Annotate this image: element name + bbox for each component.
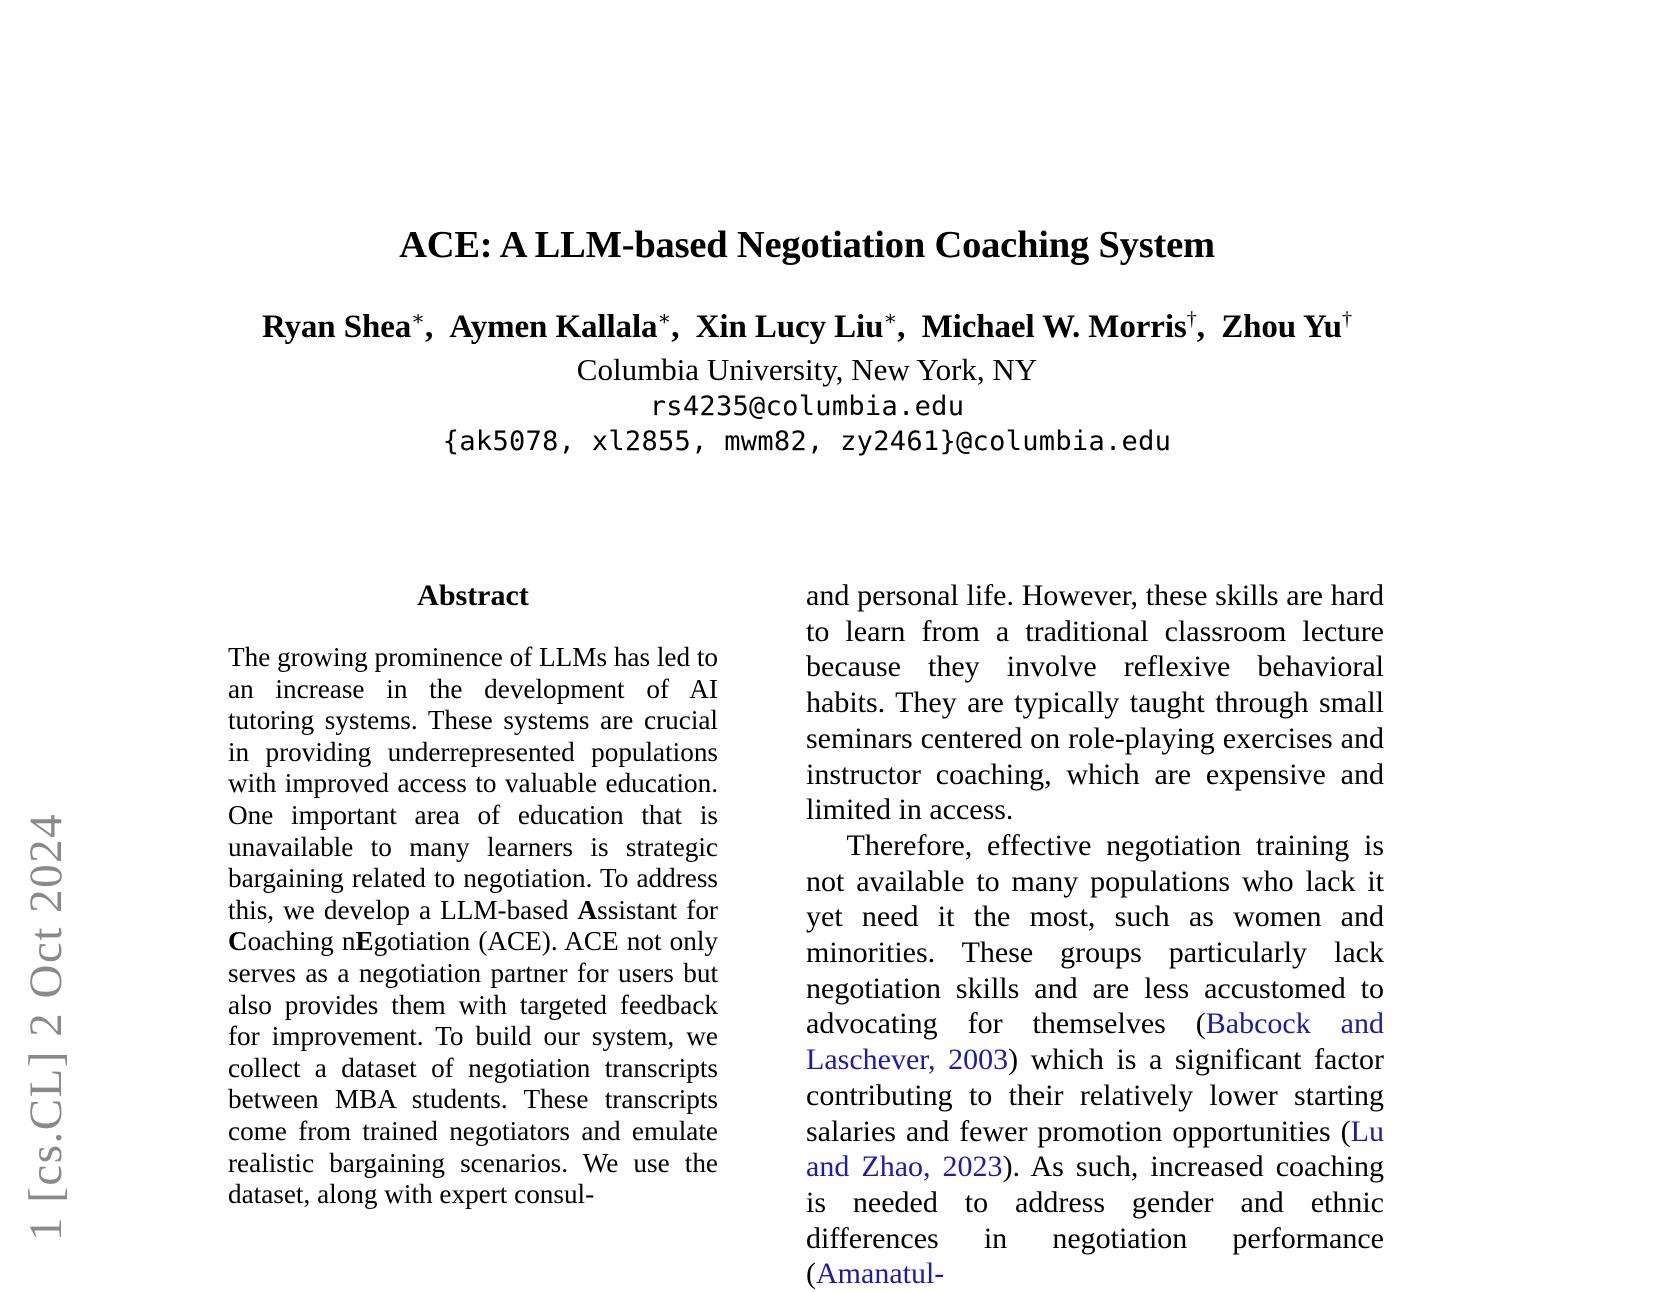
- introduction-column: [806, 578, 1384, 1292]
- arxiv-stamp-text: 1 [cs.CL] 2 Oct 2024: [20, 812, 72, 1241]
- intro-paragraph-2: Therefore, effective negotiation training is not available to many populations who lack it yet need it the most, such as women and minorities. These groups particularly lack negotiation skills and are less accustomed to advocating for themselves (Babcock and Laschever, 2003) which is a significant factor contributing to their relatively lower starting salaries and fewer promotion opportunities (Lu and Zhao, 2023). As such, increased coaching is needed to address gender and ethnic differences in negotiation performance (Amanatul-: [806, 828, 1384, 1291]
- author-list: Ryan Shea∗, Aymen Kallala∗, Xin Lucy Liu∗, Michael W. Morris†, Zhou Yu†: [261, 308, 1353, 345]
- intro-paragraph-1: and personal life. However, these skills are hard to learn from a traditional classroom lecture because they involve reflexive behavioral habits. They are typically taught through small seminars centered on role-playing exercises and instructor coaching, which are expensive and limited in access.: [806, 579, 1384, 827]
- abstract-column: [228, 578, 718, 1211]
- email-primary: rs4235@columbia.edu: [649, 391, 965, 422]
- page-title: ACE: A LLM-based Negotiation Coaching System: [399, 223, 1215, 266]
- abstract-paragraph: The growing prominence of LLMs has led to an increase in the development of AI tutoring systems. These systems are crucial in providing underrepresented populations with improved access to valuable education. One important area of education that is unavailable to many learners is strategic bargaining related to negotiation. To address this, we develop a LLM-based Assistant for Coaching nEgotiation (ACE). ACE not only serves as a negotiation partner for users but also provides them with targeted feedback for improvement. To build our system, we collect a dataset of negotiation transcripts between MBA students. These transcripts come from trained negotiators and emulate realistic bargaining scenarios. We use the dataset, along with expert consul-: [228, 642, 719, 1210]
- affiliation: Columbia University, New York, NY: [576, 352, 1038, 387]
- abstract-heading: Abstract: [417, 579, 529, 612]
- arxiv-stamp: [0, 0, 140, 1241]
- email-group: {ak5078, xl2855, mwm82, zy2461}@columbia.edu: [442, 426, 1172, 457]
